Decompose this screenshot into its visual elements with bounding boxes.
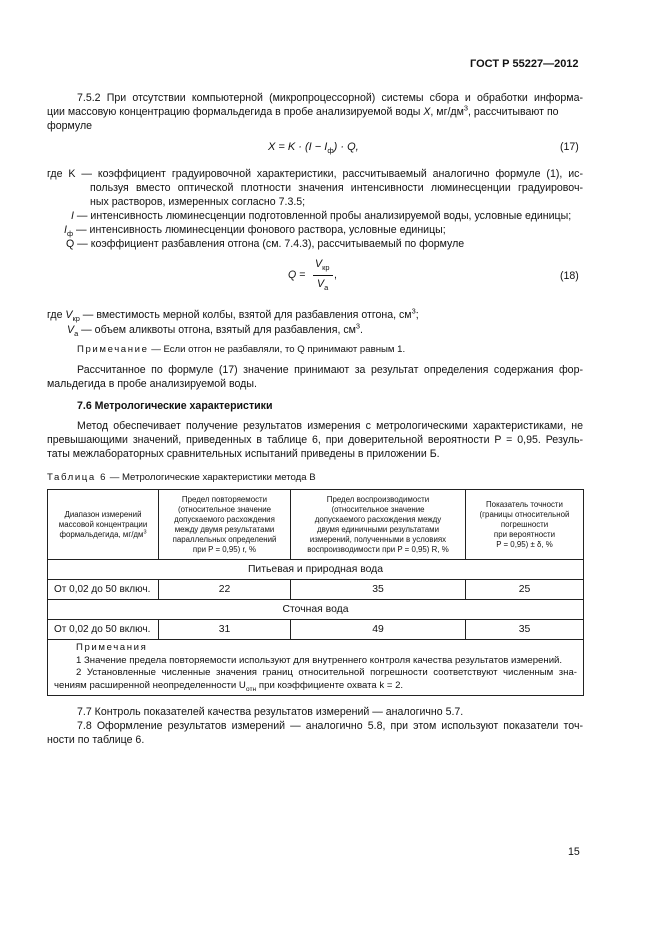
page-number: 15: [568, 846, 580, 858]
document-number: ГОСТ Р 55227—2012: [470, 58, 579, 70]
table-notes: [48, 640, 584, 696]
s78-line2: ности по таблице 6.: [47, 734, 145, 746]
def-if: $I_ф$ — интенсивность люминесценции фонового раствора, условные единицы;: [64, 224, 446, 239]
note-2-line2: чениям расширенной неопределенности $U_{отн}$ при коэффициенте охвата k = 2.: [54, 679, 404, 693]
def-k-line2: пользуя вместо оптической плотности значения интенсивности люминесценции градуировоч-: [90, 182, 583, 194]
group-title-drinking-water: Питьевая и природная вода: [48, 560, 584, 580]
result-line1: Рассчитанное по формуле (17) значение принимают за результат определения содержания фор-: [77, 364, 583, 376]
s76-line3: таты межлабораторных сравнительных испытаний приведены в приложении Б.: [47, 448, 440, 460]
header-range: Диапазон измерений массовой концентрации формальдегида, $мг/дм^3$: [48, 490, 159, 560]
cell-range: От 0,02 до 50 включ.: [48, 580, 159, 600]
table-notes-row: [48, 640, 584, 696]
s752-line2: ции массовую концентрацию формальдегида в пробе анализируемой воды X, $мг/дм^3$, рассчитывают по: [47, 103, 559, 118]
formula-18: Q = $V_{кр}$ $V_а$ ,: [288, 258, 337, 293]
s78-line1: 7.8 Оформление результатов измерений — аналогично 5.8, при этом используют показатели точ-: [77, 720, 583, 732]
formula-17-number: (17): [560, 141, 579, 153]
table-caption: Таблица 6 — Метрологические характеристики метода В: [47, 472, 316, 483]
cell-delta: 35: [466, 620, 584, 640]
table-group-row: [48, 600, 584, 620]
def-vkr: где $V_{кр}$ — вместимость мерной колбы, взятой для разбавления отгона, $см^3$;: [47, 306, 419, 324]
result-line2: мальдегида в пробе анализируемой воды.: [47, 378, 257, 390]
header-accuracy: Показатель точности (границы относительной погрешности при вероятности P = 0,95) ± δ, %: [466, 490, 584, 560]
def-k-line1: где K — коэффициент градуировочной характеристики, рассчитываемый аналогично формуле (1), ис-: [47, 168, 583, 180]
note-2-line1: 2 Установленные численные значения границ относительной погрешности соответствуют численным зна-: [76, 667, 577, 678]
def-k-line3: ных растворов, измеренных согласно 7.3.5;: [90, 196, 306, 208]
group-title-waste-water: Сточная вода: [48, 600, 584, 620]
note: Примечание — Если отгон не разбавляли, то Q принимают равным 1.: [77, 344, 406, 355]
s752-line1: 7.5.2 При отсутствии компьютерной (микропроцессорной) системы сбора и обработки информа-: [77, 92, 583, 104]
cell-delta: 25: [466, 580, 584, 600]
def-i: I — интенсивность люминесценции подготовленной пробы анализируемой воды, условные единицы;: [71, 210, 572, 222]
table-header-row: [48, 490, 584, 560]
def-q: Q — коэффициент разбавления отгона (см. 7.4.3), рассчитываемый по формуле: [66, 238, 465, 250]
notes-label: Примечания: [76, 642, 148, 653]
s752-line3: формуле: [47, 120, 93, 132]
table-row: [48, 620, 584, 640]
formula-18-number: (18): [560, 270, 579, 282]
header-reproducibility: Предел воспроизводимости (относительное значение допускаемого расхождения между двумя единичными результатами измерений, полученными в условиях воспроизводимости при P = 0,95) R, %: [291, 490, 466, 560]
cell-r: 22: [159, 580, 291, 600]
cell-R: 49: [291, 620, 466, 640]
s76-line2: превышающими значений, приведенных в таблице 6, при доверительной вероятности P = 0,95. Резуль-: [47, 434, 583, 446]
section-heading-7-6: 7.6 Метрологические характеристики: [77, 400, 273, 412]
table-group-row: [48, 560, 584, 580]
metrology-table: [47, 489, 584, 696]
cell-R: 35: [291, 580, 466, 600]
header-repeatability: Предел повторяемости (относительное значение допускаемого расхождения между двумя результатами параллельных определений при P = 0,95) r, %: [159, 490, 291, 560]
s76-line1: Метод обеспечивает получение результатов измерения с метрологическими характеристиками, не: [77, 420, 583, 432]
cell-r: 31: [159, 620, 291, 640]
formula-17: $X = K \cdot (I - I_ф) \cdot Q$,: [268, 141, 359, 156]
s77: 7.7 Контроль показателей качества результатов измерений — аналогично 5.7.: [77, 706, 464, 718]
def-va: $V_а$ — объем аликвоты отгона, взятый для разбавления, $см^3$.: [67, 321, 363, 339]
cell-range: От 0,02 до 50 включ.: [48, 620, 159, 640]
table-row: [48, 580, 584, 600]
note-1: 1 Значение предела повторяемости используют для внутреннего контроля качества результатов измерений.: [76, 654, 563, 666]
